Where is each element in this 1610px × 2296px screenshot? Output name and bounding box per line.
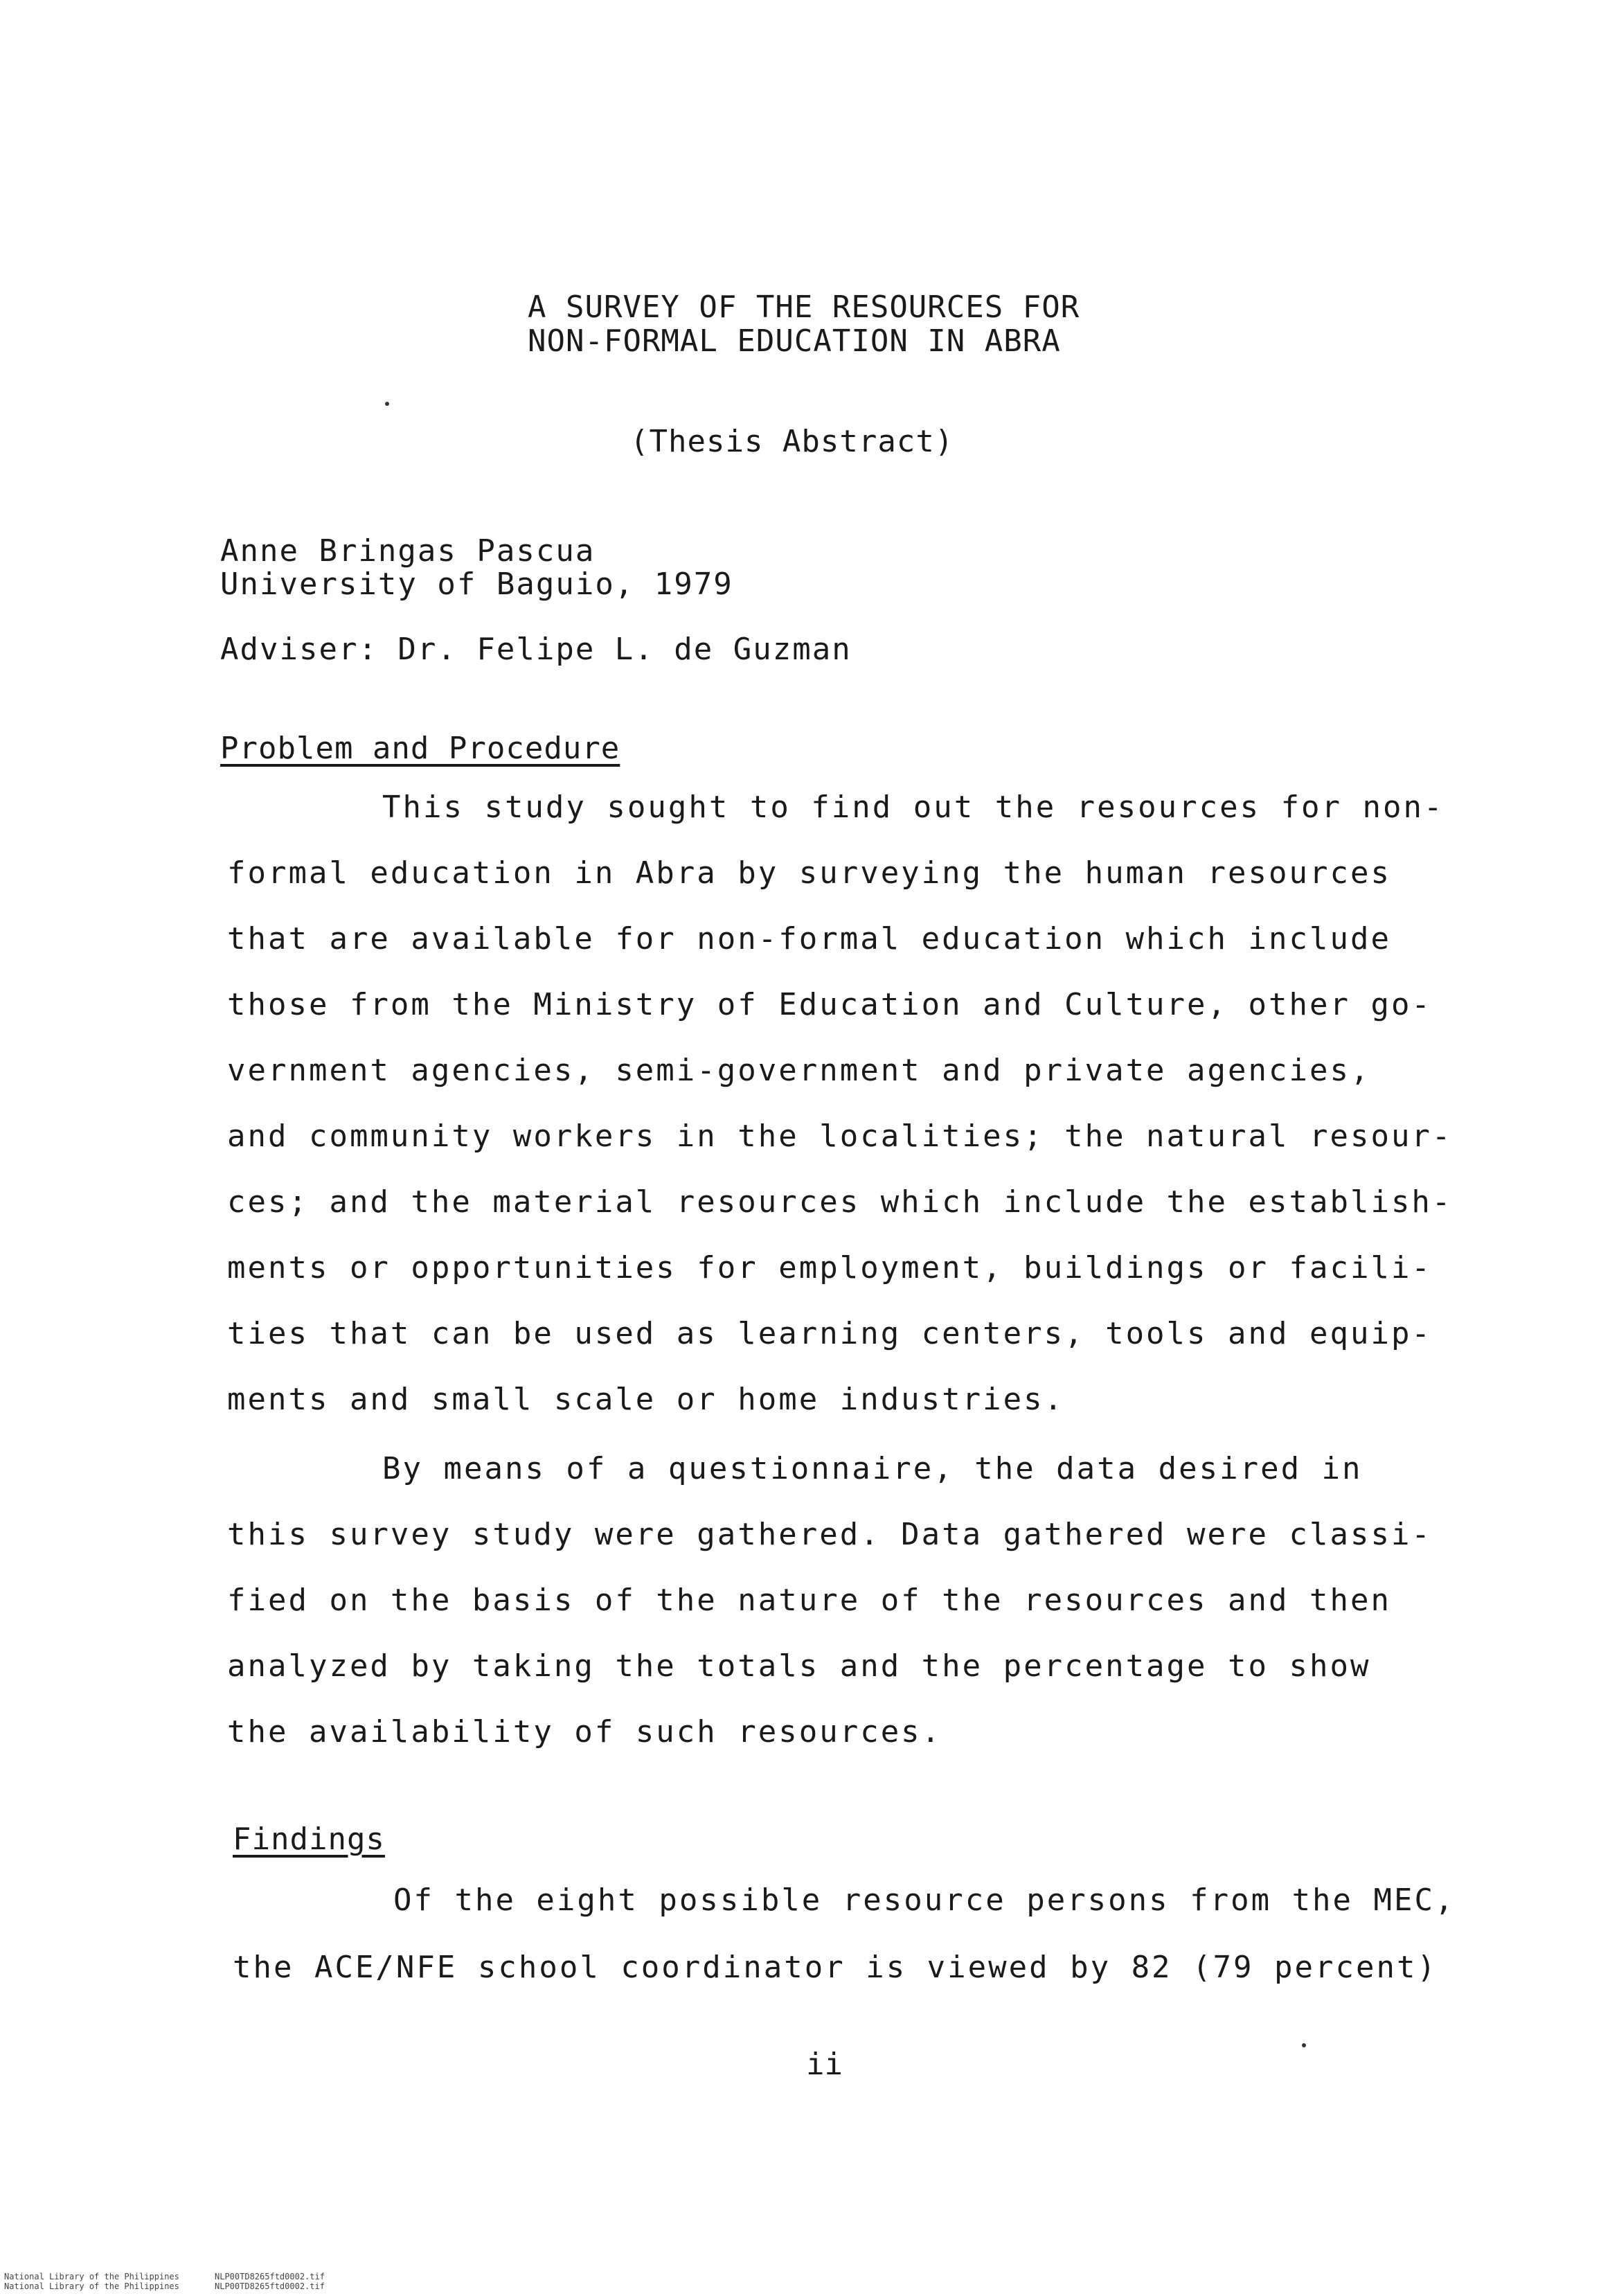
paragraph-line: that are available for non-formal education which include: [227, 921, 1391, 956]
scan-speck: [385, 402, 389, 406]
paragraph-line: vernment agencies, semi-government and private agencies,: [227, 1053, 1371, 1088]
page-number: ii: [806, 2047, 843, 2082]
paragraph-line: ties that can be used as learning centers, tools and equip-: [227, 1316, 1432, 1351]
problem-procedure-heading: Problem and Procedure: [220, 731, 620, 766]
paragraph-line: analyzed by taking the totals and the percentage to show: [227, 1648, 1371, 1684]
title-line-2: NON-FORMAL EDUCATION IN ABRA: [528, 323, 1061, 359]
paragraph-line: ments or opportunities for employment, buildings or facili-: [227, 1250, 1432, 1285]
footer-file-label: NLP00TD8265ftd0002.tif NLP00TD8265ftd0002.tif: [215, 2272, 325, 2291]
scan-speck: [1302, 2043, 1306, 2047]
findings-heading: Findings: [233, 1822, 385, 1857]
footer-library-label: National Library of the Philippines National Library of the Philippines: [4, 2272, 179, 2291]
paragraph-line: this survey study were gathered. Data gathered were classi-: [227, 1517, 1432, 1552]
paragraph-line: the availability of such resources.: [227, 1714, 942, 1750]
paragraph-line: This study sought to find out the resources for non-: [382, 790, 1444, 825]
paragraph-line: formal education in Abra by surveying the human resources: [227, 855, 1391, 891]
paragraph-line: those from the Ministry of Education and Culture, other go-: [227, 987, 1432, 1022]
document-subtitle: (Thesis Abstract): [630, 424, 954, 459]
adviser-line: Adviser: Dr. Felipe L. de Guzman: [220, 632, 852, 667]
title-line-1: A SURVEY OF THE RESOURCES FOR: [528, 290, 1080, 325]
paragraph-line: Of the eight possible resource persons from the MEC,: [393, 1883, 1456, 1918]
paragraph-line: By means of a questionnaire, the data desired in: [382, 1451, 1363, 1486]
paragraph-line: the ACE/NFE school coordinator is viewed by 82 (79 percent): [233, 1950, 1438, 1985]
paragraph-line: fied on the basis of the nature of the resources and then: [227, 1583, 1391, 1618]
author-name: Anne Bringas Pascua: [220, 533, 596, 569]
paragraph-line: ments and small scale or home industries.: [227, 1382, 1065, 1417]
author-affiliation: University of Baguio, 1979: [220, 567, 733, 602]
paragraph-line: and community workers in the localities; the natural resour-: [227, 1119, 1453, 1154]
paragraph-line: ces; and the material resources which include the establish-: [227, 1184, 1453, 1220]
